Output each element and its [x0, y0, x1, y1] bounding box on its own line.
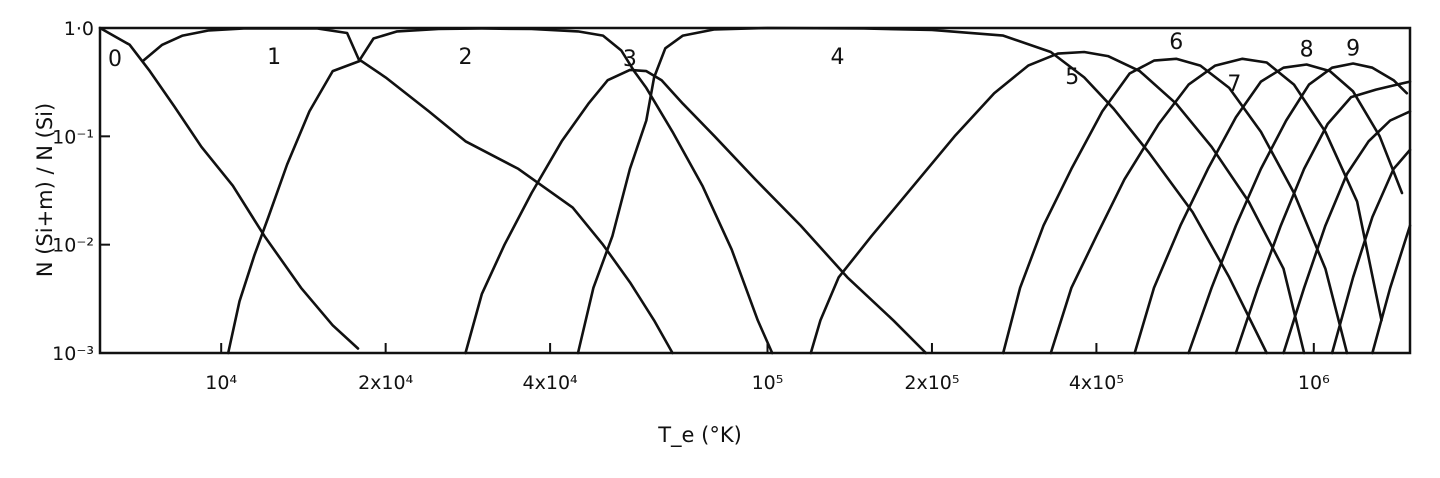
ion-label-9: 9 [1346, 36, 1361, 62]
x-axis-label: T_e (°K) [658, 423, 742, 447]
ion-label-6: 6 [1169, 29, 1184, 55]
ion-curve-0 [100, 28, 358, 349]
ion-label-8: 8 [1299, 37, 1314, 63]
x-axis-ticks [205, 343, 1329, 394]
x-tick-label: 2x10⁴ [358, 372, 414, 394]
y-tick-label: 10⁻² [52, 234, 94, 257]
ion-label-4: 4 [830, 45, 845, 70]
ion-label-3: 3 [622, 47, 637, 72]
x-tick-label: 10⁶ [1297, 372, 1330, 394]
ion-curve-1 [228, 61, 672, 353]
x-tick-label: 4x10⁵ [1068, 372, 1124, 394]
y-tick-label: 1·0 [63, 18, 94, 40]
x-tick-label: 4x10⁴ [522, 372, 578, 394]
ion-curve-8 [1135, 65, 1402, 354]
ion-curve-5 [811, 52, 1304, 353]
ion-label-5: 5 [1065, 65, 1080, 91]
y-tick-label: 10⁻³ [52, 343, 94, 365]
ion-curve-13 [1372, 226, 1410, 353]
ion-label-2: 2 [458, 45, 473, 70]
ion-label-0: 0 [108, 47, 122, 72]
ion-curve-11 [1284, 111, 1411, 353]
ion-curve-3 [466, 70, 926, 353]
ion-curve-4 [578, 28, 1267, 353]
ion-curve-7 [1051, 59, 1382, 353]
ion-label-1: 1 [267, 45, 282, 70]
ion-label-7: 7 [1227, 71, 1242, 97]
x-tick-label: 2x10⁵ [904, 372, 960, 394]
x-tick-label: 10⁴ [205, 372, 238, 394]
y-tick-label: 10⁻¹ [52, 126, 94, 149]
y-axis-ticks [52, 18, 110, 365]
ion-curves [100, 28, 1410, 353]
ion-labels [108, 30, 1360, 97]
y-axis-label: N (Si+m) / N (Si) [33, 102, 57, 278]
x-tick-label: 10⁵ [751, 372, 784, 394]
